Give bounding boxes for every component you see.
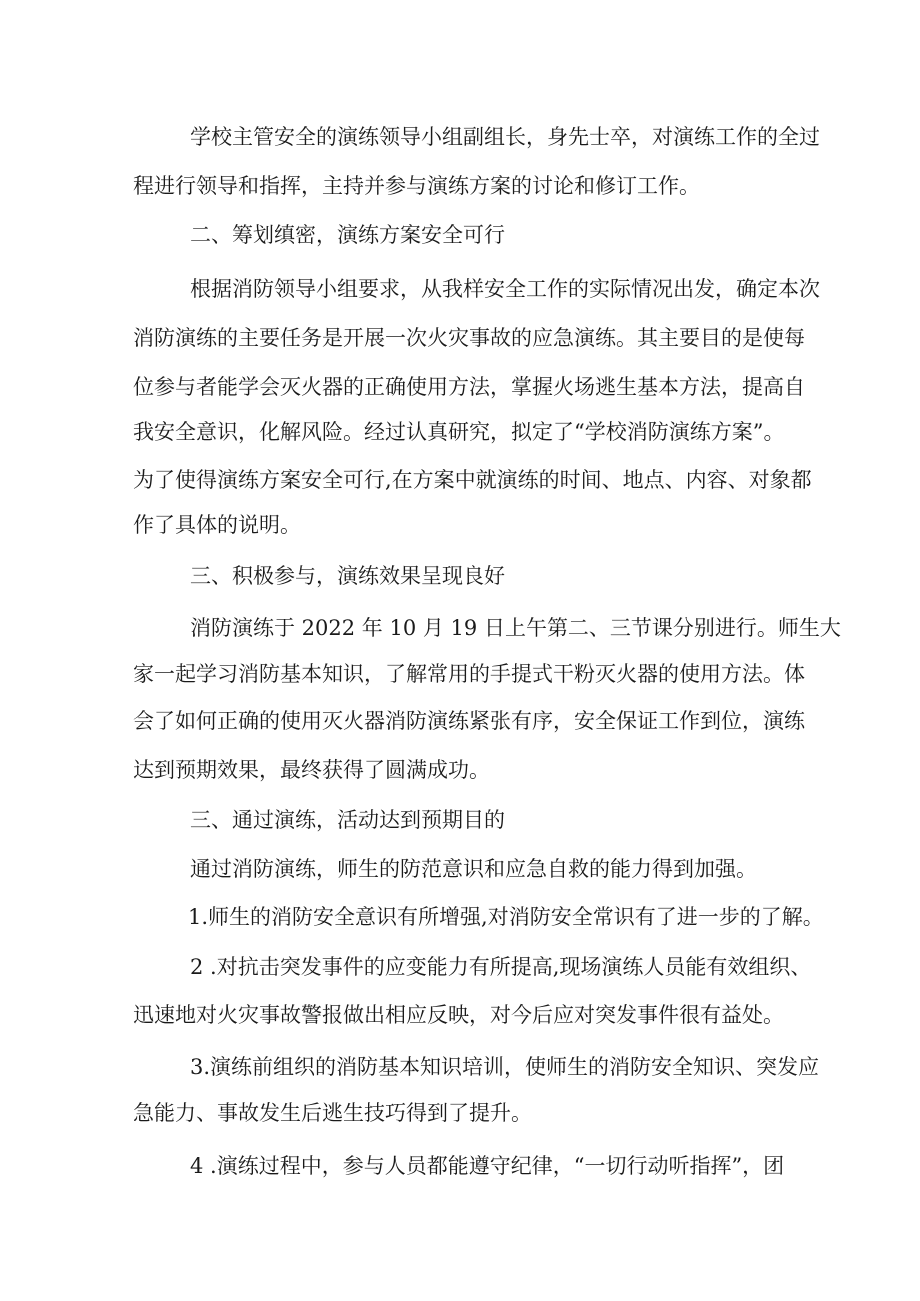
paragraph-3-line-4: 达到预期效果，最终获得了圆满成功。 [133, 758, 490, 782]
list-item-3-line-1: 3.演练前组织的消防基本知识培训，使师生的消防安全知识、突发应 [190, 1055, 820, 1079]
section-heading-3a: 三、积极参与，演练效果呈现良好 [190, 564, 505, 588]
paragraph-3-line-1: 消防演练于 2022 年 10 月 19 日上午第二、三节课分别进行。师生大 [190, 616, 841, 640]
paragraph-2-line-5: 为了使得演练方案安全可行,在方案中就演练的时间、地点、内容、对象都 [133, 468, 812, 492]
paragraph-4: 通过消防演练，师生的防范意识和应急自救的能力得到加强。 [190, 857, 757, 881]
paragraph-3-line-2: 家一起学习消防基本知识，了解常用的手提式干粉灭火器的使用方法。体 [133, 662, 805, 686]
paragraph-2-line-1: 根据消防领导小组要求，从我样安全工作的实际情况出发，确定本次 [190, 277, 820, 301]
paragraph-2-line-4: 我安全意识，化解风险。经过认真研究，拟定了“学校消防演练方案”。 [133, 420, 785, 444]
section-heading-3b: 三、通过演练，活动达到预期目的 [190, 808, 505, 832]
list-item-4-line-1: 4 .演练过程中，参与人员都能遵守纪律，“一切行动听指挥”，团 [190, 1154, 785, 1178]
paragraph-1-line-1: 学校主管安全的演练领导小组副组长，身先士卒，对演练工作的全过 [190, 125, 820, 149]
paragraph-2-line-2: 消防演练的主要任务是开展一次火灾事故的应急演练。其主要目的是使每 [133, 326, 805, 350]
list-item-3-line-2: 急能力、事故发生后逃生技巧得到了提升。 [133, 1101, 532, 1125]
section-heading-2: 二、筹划缜密，演练方案安全可行 [190, 223, 505, 247]
list-item-1: 1.师生的消防安全意识有所增强,对消防安全常识有了进一步的了解。 [188, 905, 824, 929]
paragraph-2-line-3: 位参与者能学会灭火器的正确使用方法，掌握火场逃生基本方法，提高自 [133, 375, 805, 399]
list-item-2-line-2: 迅速地对火灾事故警报做出相应反映，对今后应对突发事件很有益处。 [133, 1003, 784, 1027]
paragraph-1-line-2: 程进行领导和指挥，主持并参与演练方案的讨论和修订工作。 [133, 174, 700, 198]
paragraph-2-line-6: 作了具体的说明。 [133, 513, 301, 537]
paragraph-3-line-3: 会了如何正确的使用灭火器消防演练紧张有序，安全保证工作到位，演练 [133, 709, 805, 733]
list-item-2-line-1: 2 .对抗击突发事件的应变能力有所提高,现场演练人员能有效组织、 [190, 955, 812, 979]
